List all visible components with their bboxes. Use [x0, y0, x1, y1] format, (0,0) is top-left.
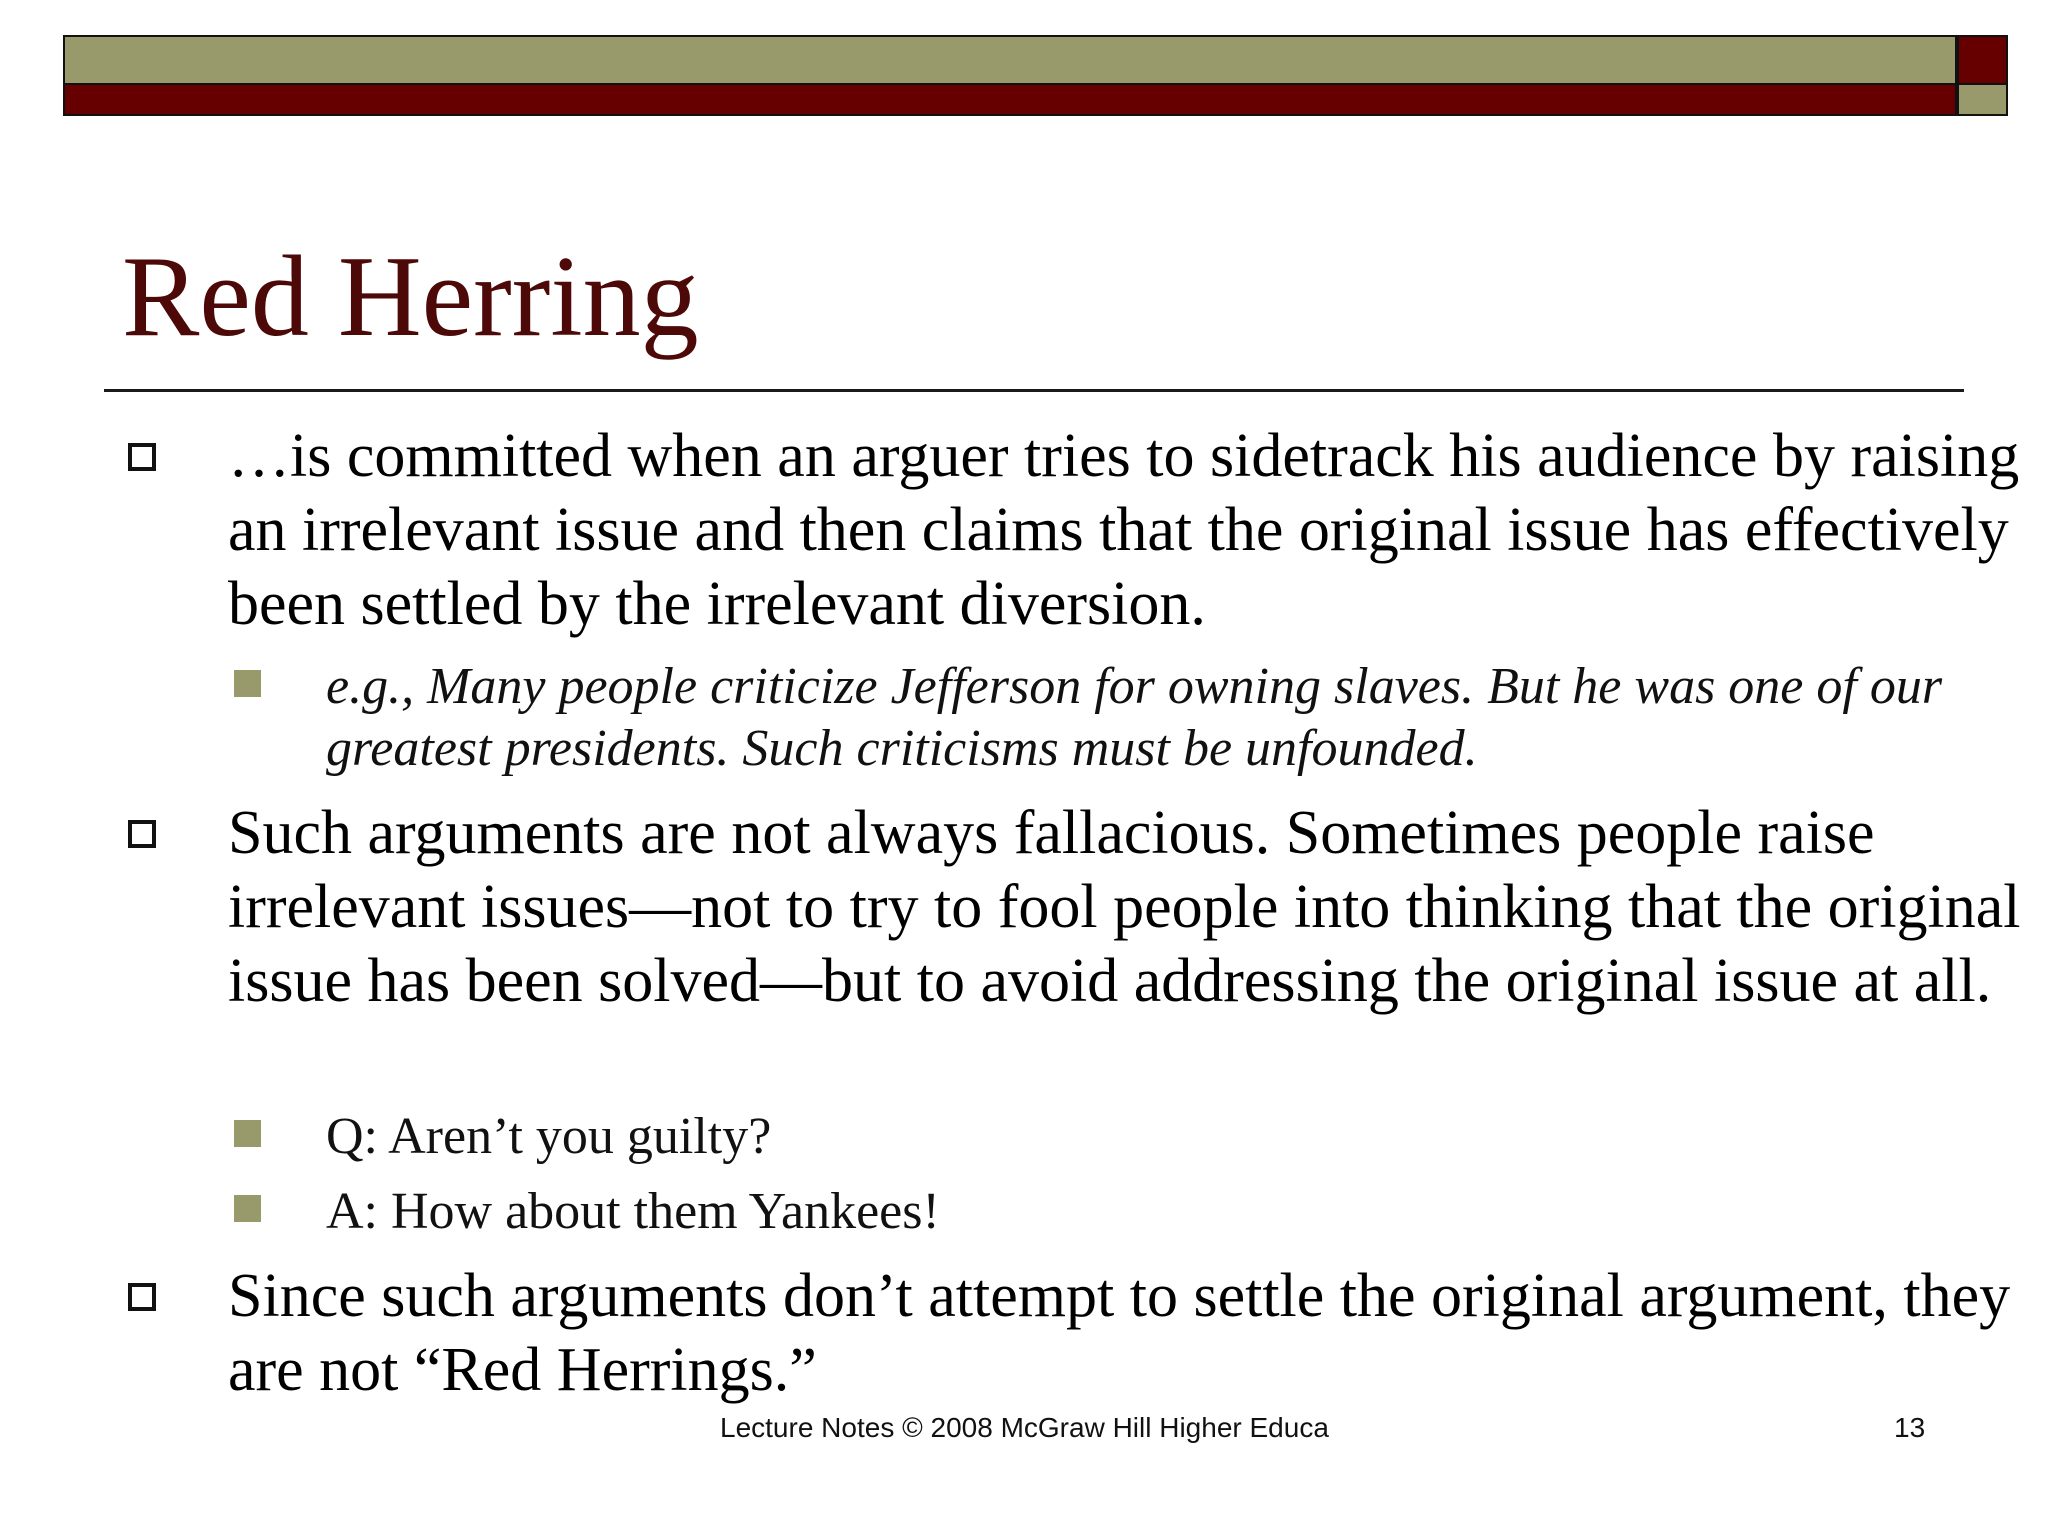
header-bar-maroon [63, 85, 1957, 116]
bullet-1-text: …is committed when an arguer tries to sidetrack his audience by raising an irrelevant issue and then claims that the original issue has effectively been settled by the irrelevant diversion. [228, 422, 2020, 638]
olive-square-bullet-icon [234, 1195, 261, 1222]
olive-square-bullet-icon [234, 670, 261, 697]
title-divider [104, 389, 1964, 392]
bullet-3-text: Since such arguments don’t attempt to settle the original argument, they are not “Red Herrings.” [228, 1262, 2011, 1404]
bullet-3 [228, 1259, 2028, 1407]
bullet-2-text: Such arguments are not always fallacious. Sometimes people raise irrelevant issues—not to try to fool people into thinking that the original issue has been solved—but to avoid addressing the original issue at all. [228, 799, 2021, 1015]
hollow-square-bullet-icon [128, 443, 156, 471]
sub-bullet-2-2-text: A: How about them Yankees! [326, 1183, 940, 1240]
header-corner-maroon [1957, 35, 2008, 85]
footer-copyright: Lecture Notes © 2008 McGraw Hill Higher Educa [720, 1412, 1329, 1443]
page-number: 13 [1894, 1412, 1926, 1443]
bullet-1 [228, 419, 2028, 641]
hollow-square-bullet-icon [128, 1283, 156, 1311]
sub-bullet-2-1 [326, 1106, 2026, 1168]
header-bar-olive [63, 35, 1957, 85]
olive-square-bullet-icon [234, 1120, 261, 1147]
sub-bullet-1-1-text: e.g., Many people criticize Jefferson for owning slaves. But he was one of our greatest presidents. Such criticisms must be unfounded. [326, 658, 1943, 777]
bullet-2 [228, 796, 2028, 1018]
slide-title: Red Herring [122, 233, 699, 361]
sub-bullet-2-2 [326, 1181, 2026, 1243]
sub-bullet-1-1 [326, 656, 2026, 780]
header-corner-olive [1957, 85, 2008, 116]
hollow-square-bullet-icon [128, 820, 156, 848]
sub-bullet-2-1-text: Q: Aren’t you guilty? [326, 1108, 772, 1165]
